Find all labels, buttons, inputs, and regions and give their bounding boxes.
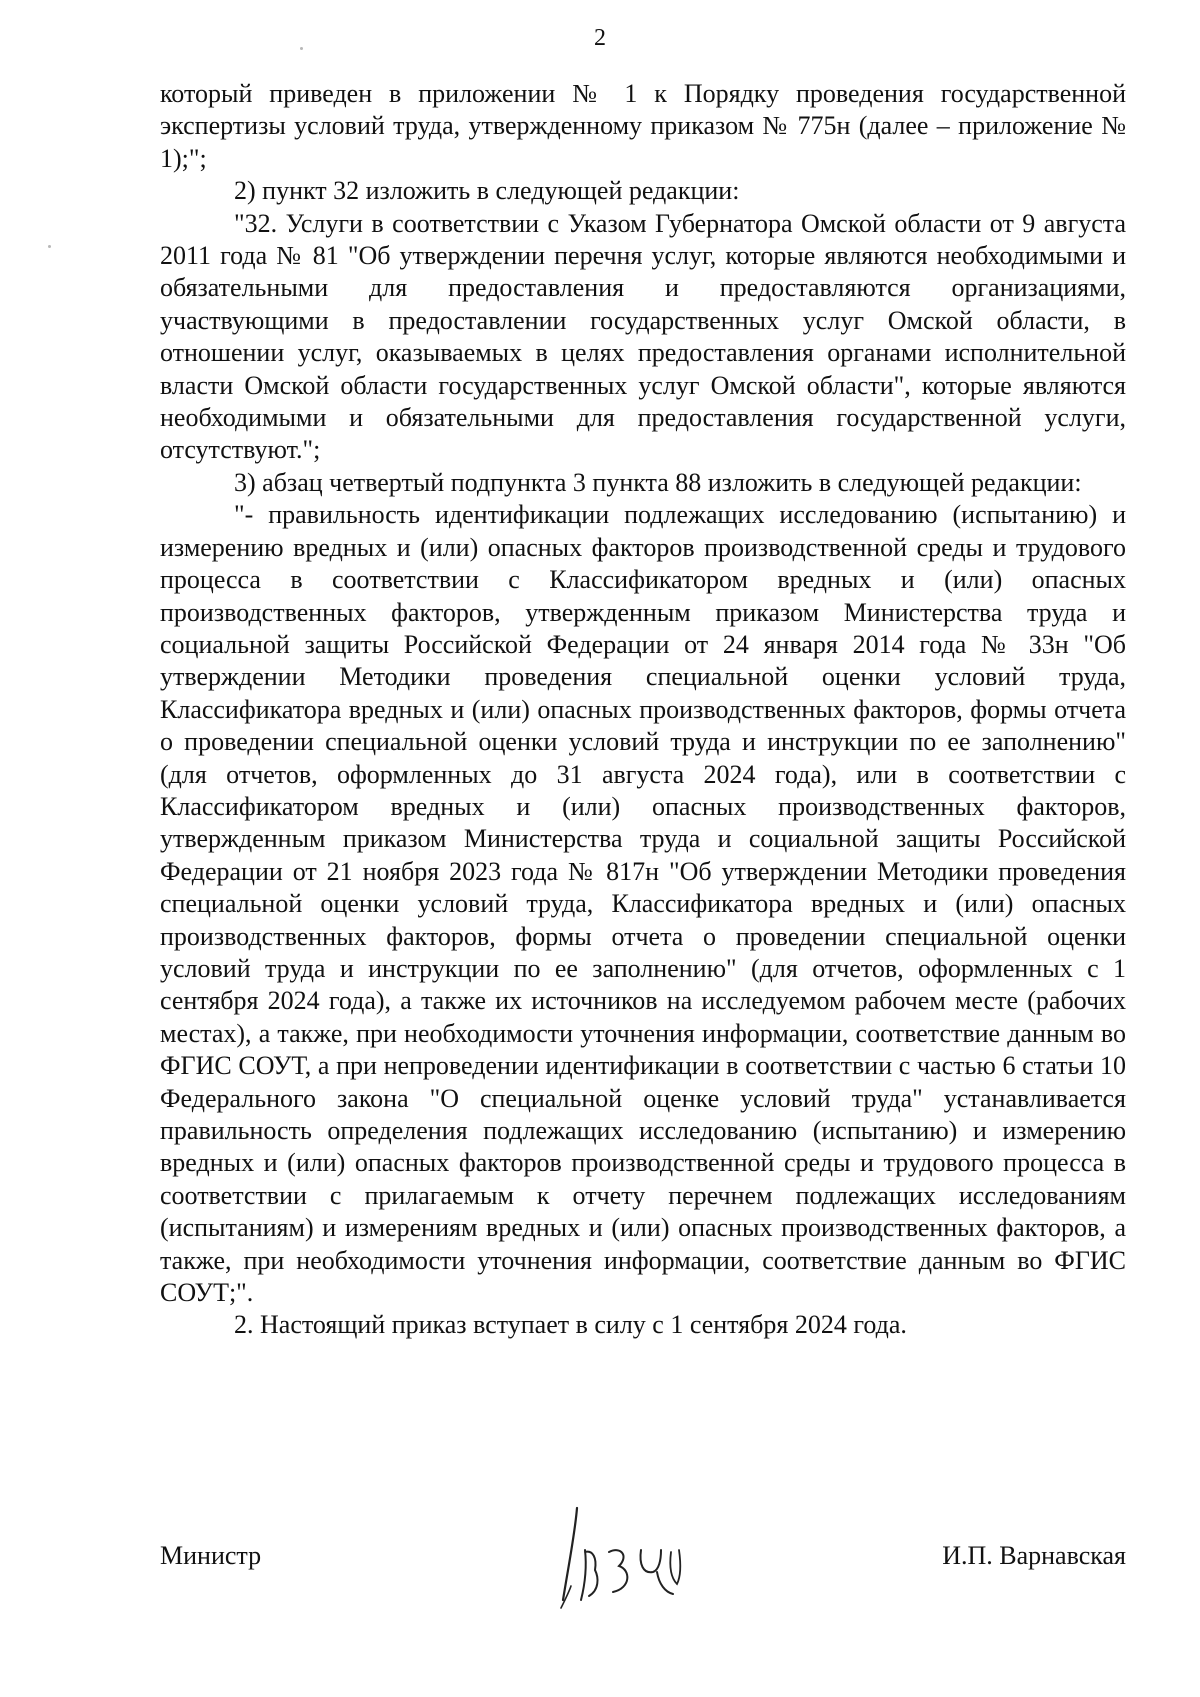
paragraph-item-2: 2) пункт 32 изложить в следующей редакции: [234,176,740,206]
paragraph-effective-date: 2. Настоящий приказ вступает в силу с 1 сентября 2024 года. [234,1310,907,1340]
signatory-title: Министр [160,1541,262,1570]
paragraph-continuation: который приведен в приложении № 1 к Порядку проведения государственной экспертизы условий труда, утвержденному приказом № 775н (далее – приложение № 1);"; [160,79,1126,173]
page-number: 2 [594,25,606,51]
paragraph-new-wording: "- правильность идентификации подлежащих исследованию (испытанию) и измерению вредных и (или) опасных факторов производственной среды и трудового процесса в соответствии с Классификатором вредных и (или) опасных производственных факторов, утвержденным приказом Министерства труда и социальной защиты Российской Федерации от 24 января 2014 года № 33н "Об утверждении Методики проведения специальной оценки условий труда, Классификатора вредных и (или) опасных производственных факторов, формы отчета о проведении специальной оценки условий труда и инструкции по ее заполнению" (для отчетов, оформленных до 31 августа 2024 года), или в соответствии с Классификатором вредных и (или) опасных производственных факторов, утвержденным приказом Министерства труда и социальной защиты Российской Федерации от 21 ноября 2023 года № 817н "Об утверждении Методики проведения специальной оценки условий труда, Классификатора вредных и (или) опасных производственных факторов, формы отчета о проведении специальной оценки условий труда и инструкции по ее заполнению" (для отчетов, оформленных с 1 сентября 2024 года), а также их источников на исследуемом рабочем месте (рабочих местах), а также, при необходимости уточнения информации, соответствие данным во ФГИС СОУТ, а при непроведении идентификации в соответствии с частью 6 статьи 10 Федерального закона "О специальной оценке условий труда" устанавливается правильность определения подлежащих исследованию (испытанию) и измерению вредных и (или) опасных факторов производственной среды и трудового процесса в соответствии с прилагаемым к отчету перечнем подлежащих исследованиям (испытаниям) и измерениям вредных и (или) опасных производственных факторов, а также, при необходимости уточнения информации, соответствие данным во ФГИС СОУТ;". [160,500,1126,1308]
handwritten-signature-icon [555,1488,705,1638]
signature-block [160,1540,1126,1660]
signatory-name: И.П. Варнавская [942,1541,1126,1570]
document-body [160,78,1126,1342]
scan-speck [48,245,51,248]
paragraph-item-3: 3) абзац четвертый подпункта 3 пункта 88 изложить в следующей редакции: [234,467,1082,497]
scan-speck [300,47,303,50]
paragraph-clause-32: "32. Услуги в соответствии с Указом Губернатора Омской области от 9 августа 2011 года № 81 "Об утверждении перечня услуг, которые являются необходимыми и обязательными для предоставления и предоставляются организациями, участвующими в предоставлении государственных услуг Омской области, в отношении услуг, оказываемых в целях предоставления органами исполнительной власти Омской области государственных услуг Омской области", которые являются необходимыми и обязательными для предоставления государственной услуги, отсутствуют."; [160,208,1126,465]
